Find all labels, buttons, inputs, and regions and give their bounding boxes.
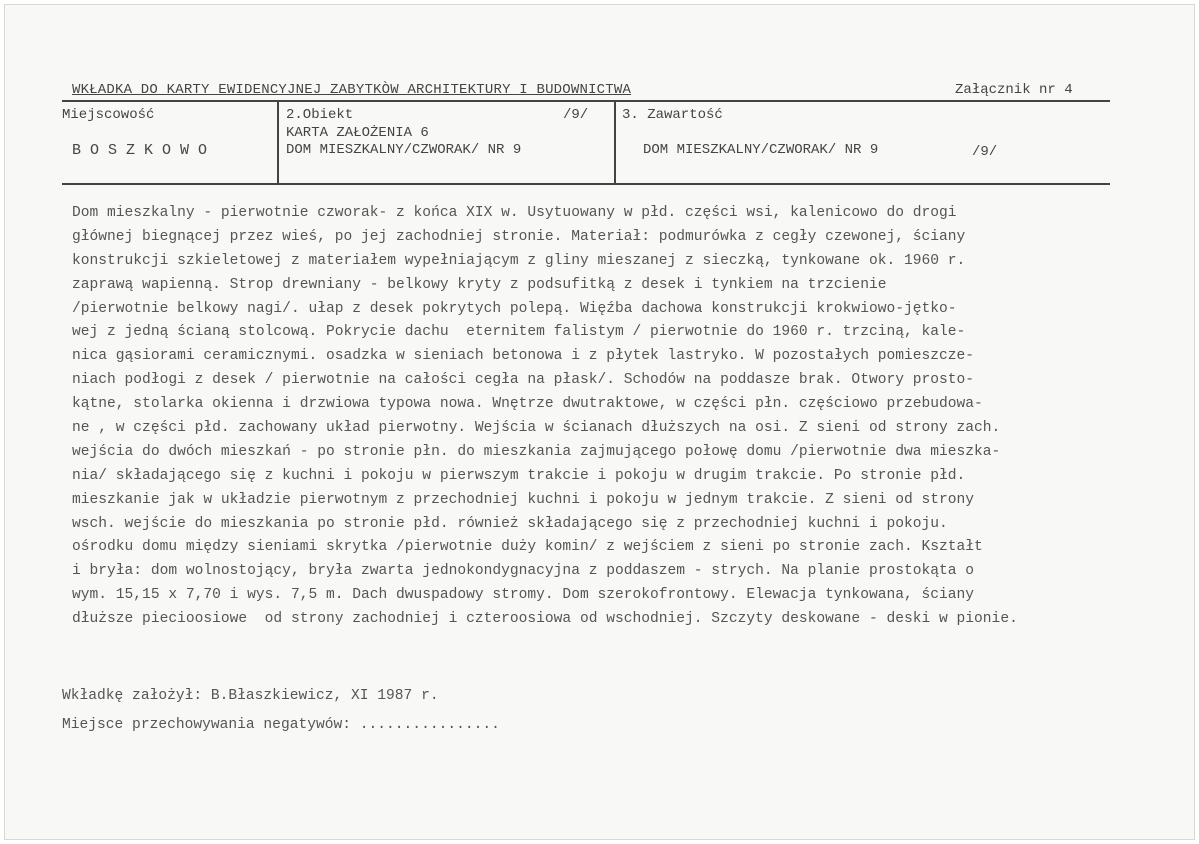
description-line: zaprawą wapienną. Strop drewniany - belkowy kryty z podsufitką z desek i tynkiem na trzcienie — [72, 276, 887, 293]
description-line: wejścia do dwóch mieszkań - po stronie płn. do mieszkania zajmującego połowę domu /pierwotnie dwa mieszka- — [72, 443, 1001, 460]
description-line: nica gąsiorami ceramicznymi. osadzka w sieniach betonowa i z płytek lastryko. W pozostałych pomieszcze- — [72, 348, 975, 365]
locality-value: B O S Z K O W O — [72, 142, 208, 159]
column-divider-1 — [277, 100, 279, 184]
negatives-location-line: Miejsce przechowywania negatywów: ................ — [62, 717, 500, 733]
header-rule-top — [62, 100, 1110, 102]
column-divider-2 — [614, 100, 616, 184]
description-line: i bryła: dom wolnostojący, bryła zwarta jednokondygnacyjna z poddaszem - strych. Na planie prostokąta o — [72, 563, 975, 580]
description-line: konstrukcji szkieletowej z materiałem wypełniającym z gliny mieszanej z sieczką, tynkowane ok. 1960 r. — [72, 252, 966, 269]
description-line: niach podłogi z desek / pierwotnie na całości cegła na płask/. Schodów na poddasze brak. Otwory prosto- — [72, 372, 975, 389]
description-line: kątne, stolarka okienna i drzwiowa typowa nowa. Wnętrze dwutraktowe, w części płn. częściowo przebudowa- — [72, 396, 983, 413]
description-line: ne , w części płd. zachowany układ pierwotny. Wejścia w ścianach dłuższych na osi. Z sieni od strony zach. — [72, 420, 1001, 437]
object-number: /9/ — [563, 107, 589, 123]
form-title: WKŁADKA DO KARTY EWIDENCYJNEJ ZABYTKÒW ARCHITEKTURY I BUDOWNICTWA — [72, 82, 632, 98]
content-number: /9/ — [972, 144, 998, 160]
description-line: Dom mieszkalny - pierwotnie czworak- z końca XIX w. Usytuowany w płd. części wsi, kalenicowo do drogi — [72, 205, 957, 221]
description-line: wej z jedną ścianą stolcową. Pokrycie dachu eternitem falistym / pierwotnie do 1960 r. trzciną, kale- — [72, 324, 966, 341]
description-line: głównej biegnącej przez wieś, po jej zachodniej stronie. Materiał: podmurówka z cegły czewonej, ściany — [72, 228, 966, 245]
content-label: 3. Zawartość — [622, 107, 723, 123]
description-line: nia/ składającego się z kuchni i pokoju w pierwszym trakcie i pokoju w drugim trakcie. Po stronie płd. — [72, 467, 966, 484]
content-value: DOM MIESZKALNY/CZWORAK/ NR 9 — [643, 142, 879, 158]
founder-line: Wkładkę założył: B.Błaszkiewicz, XI 1987 r. — [62, 688, 439, 704]
description-line: ośrodku domu między sieniami skrytka /pierwotnie duży komin/ z wejściem z sieni po stronie zach. Kształt — [72, 539, 983, 556]
locality-label: Miejscowość — [62, 107, 155, 123]
object-card-line: KARTA ZAŁOŻENIA 6 — [286, 125, 429, 141]
description-line: wsch. wejście do mieszkania po stronie płd. również składającego się z przechodniej kuchni i pokoju. — [72, 515, 948, 532]
description-line: /pierwotnie belkowy nagi/. ułap z desek pokrytych polepą. Więźba dachowa konstrukcji krokwiowo-jętko- — [72, 300, 957, 317]
object-name: DOM MIESZKALNY/CZWORAK/ NR 9 — [286, 142, 522, 158]
description-line: wym. 15,15 x 7,70 i wys. 7,5 m. Dach dwuspadowy stromy. Dom szerokofrontowy. Elewacja tynkowana, ściany — [72, 587, 975, 604]
header-rule-bottom — [62, 183, 1110, 185]
object-label: 2.Obiekt — [286, 107, 354, 123]
description-line: dłuższe piecioosiowe od strony zachodniej i czteroosiowa od wschodniej. Szczyty deskowane - deski w pionie. — [72, 611, 1018, 628]
attachment-number: Załącznik nr 4 — [955, 82, 1073, 98]
description-line: mieszkanie jak w układzie pierwotnym z przechodniej kuchni i pokoju w jednym trakcie. Z sieni od strony — [72, 491, 975, 508]
description-text — [72, 202, 1182, 632]
